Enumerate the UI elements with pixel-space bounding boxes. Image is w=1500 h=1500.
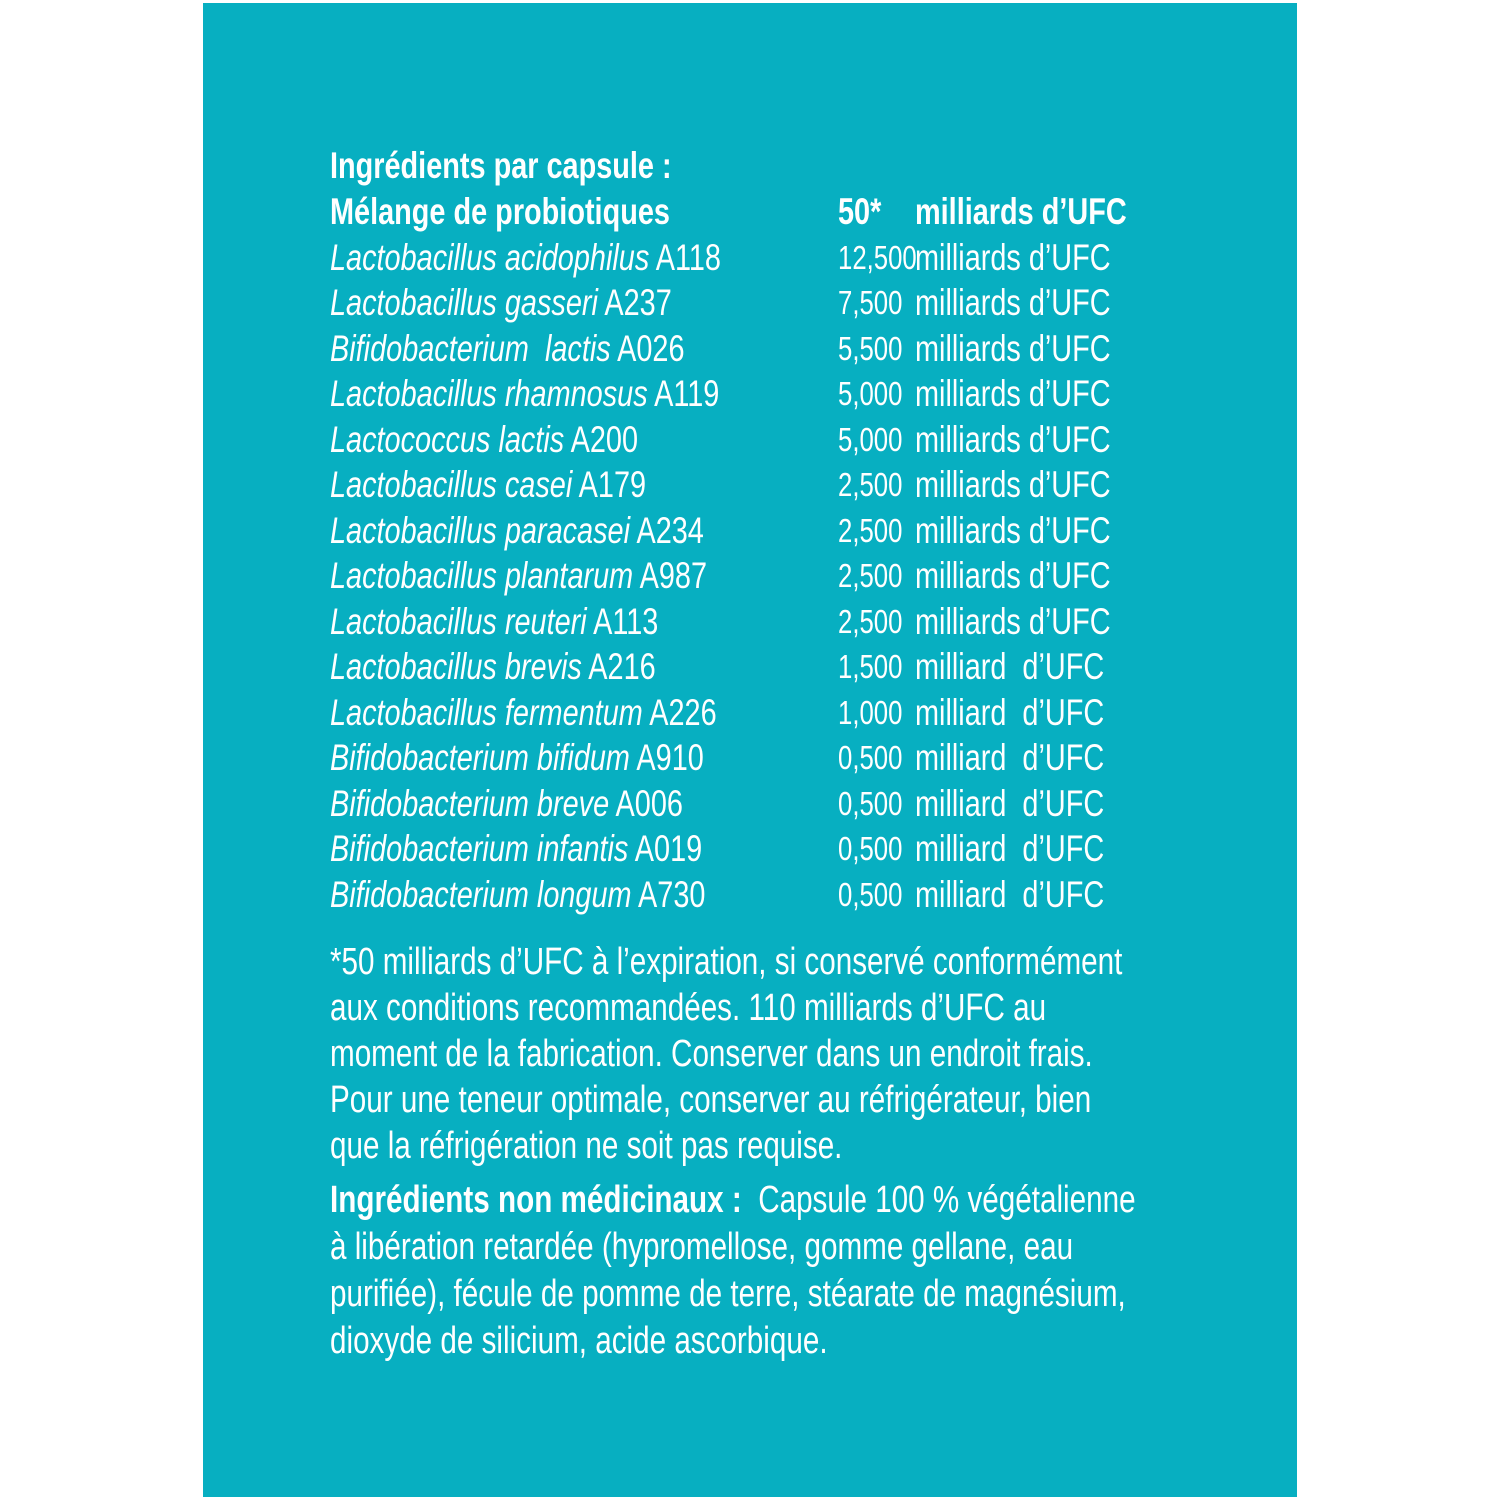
ingredient-species: Bifidobacterium infantis — [330, 828, 629, 869]
ingredient-name — [330, 644, 656, 690]
ingredient-amount: 5,000 — [838, 375, 903, 412]
ingredient-unit: milliards d’UFC — [915, 236, 1111, 278]
blend-label: Mélange de probiotiques — [330, 191, 670, 232]
ingredient-name — [330, 371, 719, 417]
ingredient-amount: 2,500 — [838, 466, 903, 503]
ingredient-code: A216 — [588, 646, 656, 687]
ingredient-row — [330, 735, 1210, 781]
ingredient-row — [330, 644, 1210, 690]
ingredient-name — [330, 417, 638, 463]
ingredient-species: Lactococcus lactis — [330, 418, 565, 460]
ingredient-code: A910 — [636, 737, 704, 778]
ingredient-unit: milliards d’UFC — [915, 464, 1111, 505]
ingredient-species: Lactobacillus rhamnosus — [330, 373, 648, 414]
ingredient-amount: 2,500 — [838, 557, 903, 594]
ingredient-unit: milliard d’UFC — [915, 782, 1105, 824]
ingredient-unit: milliards d’UFC — [915, 600, 1111, 642]
ingredients-title: Ingrédients par capsule : — [330, 145, 672, 186]
footnote-line: Pour une teneur optimale, conserver au réfrigérateur, bien — [330, 1079, 1092, 1121]
ingredient-row — [330, 872, 1210, 918]
ingredient-species: Lactobacillus fermentum — [330, 691, 643, 733]
footnote-line: aux conditions recommandées. 110 milliards d’UFC au — [330, 987, 1047, 1029]
blend-amount: 50* — [838, 191, 882, 232]
ingredient-amount: 2,500 — [838, 511, 903, 549]
ingredient-unit: milliard d’UFC — [915, 737, 1105, 778]
ingredient-unit: milliard d’UFC — [915, 691, 1105, 733]
ingredient-code: A237 — [604, 282, 672, 323]
ingredient-species: Bifidobacterium breve — [330, 782, 610, 824]
ingredient-unit: milliards d’UFC — [915, 282, 1111, 323]
ingredient-list — [330, 235, 1210, 918]
ingredient-row — [330, 508, 1210, 554]
footnote-line: moment de la fabrication. Conserver dans un endroit frais. — [330, 1033, 1093, 1075]
ingredient-unit: milliard d’UFC — [915, 646, 1105, 687]
ingredient-code: A179 — [578, 464, 647, 505]
ingredient-row — [330, 553, 1210, 599]
ingredient-row — [330, 781, 1210, 827]
ingredient-name — [330, 235, 721, 281]
ingredient-unit: milliards d’UFC — [915, 509, 1111, 551]
ingredient-row — [330, 235, 1210, 281]
ingredient-name — [330, 280, 672, 326]
non-medicinal-label: Ingrédients non médicinaux : — [330, 1179, 742, 1221]
footnote-line: que la réfrigération ne soit pas requise. — [330, 1125, 843, 1167]
ingredients-content — [330, 143, 1210, 1365]
ingredient-amount: 12,500 — [838, 238, 917, 276]
blend-row — [330, 189, 1210, 235]
ingredient-code: A234 — [636, 509, 704, 551]
ingredient-unit: milliards d’UFC — [915, 418, 1111, 460]
footnote — [330, 939, 1210, 1169]
ingredient-name — [330, 599, 658, 645]
ingredient-amount: 0,500 — [838, 784, 903, 822]
ingredient-species: Lactobacillus casei — [330, 464, 573, 505]
ingredient-unit: milliards d’UFC — [915, 555, 1111, 596]
ingredient-row — [330, 690, 1210, 736]
ingredient-unit: milliards d’UFC — [915, 373, 1111, 414]
non-medicinal-line: dioxyde de silicium, acide ascorbique. — [330, 1320, 828, 1362]
ingredient-amount: 5,000 — [838, 420, 903, 458]
ingredient-amount: 0,500 — [838, 875, 903, 913]
ingredient-species: Bifidobacterium lactis — [330, 327, 611, 369]
ingredient-unit: milliard d’UFC — [915, 873, 1105, 915]
ingredient-species: Lactobacillus gasseri — [330, 282, 598, 323]
ingredient-row — [330, 280, 1210, 326]
footnote-line: *50 milliards d’UFC à l’expiration, si conservé conformément — [330, 941, 1123, 983]
non-medicinal-first-line: Capsule 100 % végétalienne — [741, 1179, 1136, 1221]
ingredient-unit: milliard d’UFC — [915, 828, 1105, 869]
ingredient-code: A026 — [617, 327, 685, 369]
ingredient-row — [330, 599, 1210, 645]
ingredient-amount: 2,500 — [838, 602, 903, 640]
ingredient-code: A730 — [638, 873, 706, 915]
non-medicinal-line: purifiée), fécule de pomme de terre, stéarate de magnésium, — [330, 1273, 1126, 1315]
ingredient-code: A019 — [634, 828, 703, 869]
blend-unit: milliards d’UFC — [915, 191, 1127, 232]
ingredient-species: Lactobacillus paracasei — [330, 509, 631, 551]
ingredient-name — [330, 508, 704, 554]
ingredient-amount: 1,500 — [838, 648, 903, 685]
ingredient-species: Bifidobacterium bifidum — [330, 737, 630, 778]
ingredient-name — [330, 735, 704, 781]
ingredient-code: A119 — [654, 373, 720, 414]
ingredient-code: A118 — [655, 236, 721, 278]
label-panel — [203, 3, 1297, 1497]
ingredient-amount: 0,500 — [838, 739, 903, 776]
ingredient-name — [330, 781, 683, 827]
ingredient-row — [330, 326, 1210, 372]
ingredient-name — [330, 872, 705, 918]
ingredient-name — [330, 826, 702, 872]
non-medicinal-ingredients — [330, 1177, 1210, 1365]
ingredient-amount: 1,000 — [838, 693, 903, 731]
ingredient-row — [330, 462, 1210, 508]
ingredient-name — [330, 326, 685, 372]
ingredient-species: Lactobacillus acidophilus — [330, 236, 650, 278]
ingredient-code: A006 — [615, 782, 683, 824]
ingredient-row — [330, 826, 1210, 872]
ingredient-amount: 7,500 — [838, 284, 903, 321]
non-medicinal-line: à libération retardée (hypromellose, gomme gellane, eau — [330, 1226, 1074, 1268]
ingredient-amount: 5,500 — [838, 329, 903, 367]
ingredient-code: A113 — [593, 600, 659, 642]
ingredient-name — [330, 690, 717, 736]
ingredient-row — [330, 417, 1210, 463]
ingredient-code: A226 — [649, 691, 717, 733]
ingredient-name — [330, 462, 646, 508]
ingredient-species: Lactobacillus plantarum — [330, 555, 634, 596]
ingredient-unit: milliards d’UFC — [915, 327, 1111, 369]
ingredient-species: Lactobacillus reuteri — [330, 600, 587, 642]
ingredient-species: Lactobacillus brevis — [330, 646, 582, 687]
ingredient-amount: 0,500 — [838, 830, 903, 867]
ingredient-row — [330, 371, 1210, 417]
ingredient-name — [330, 553, 707, 599]
ingredient-code: A200 — [570, 418, 639, 460]
ingredient-code: A987 — [639, 555, 708, 596]
ingredient-species: Bifidobacterium longum — [330, 873, 632, 915]
